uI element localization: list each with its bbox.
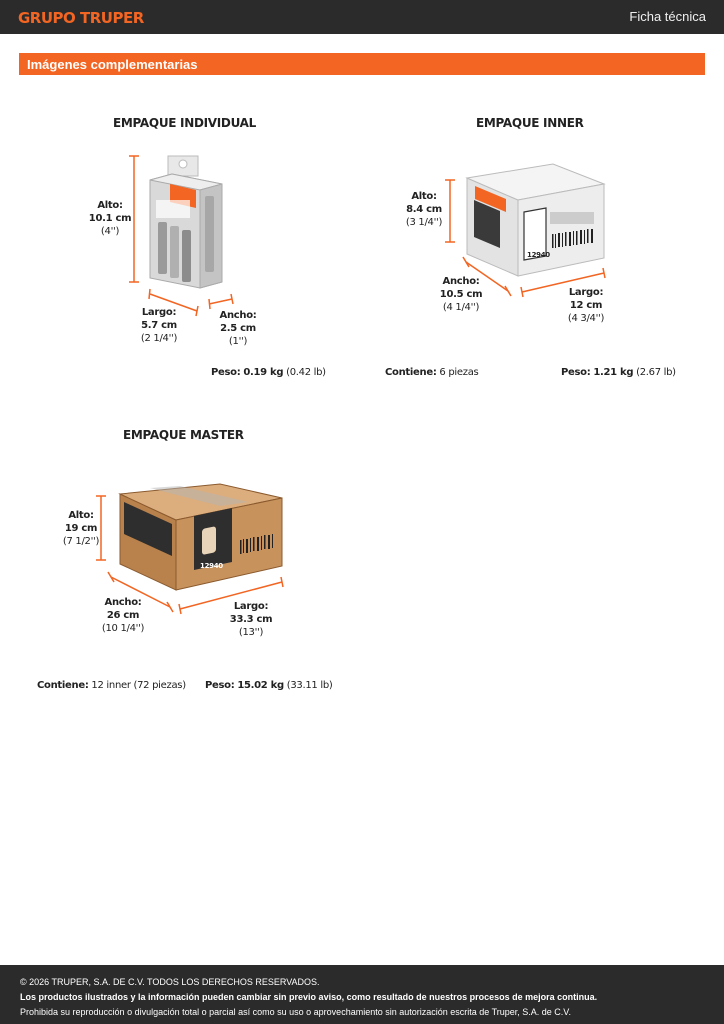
master-contents [37, 680, 186, 691]
inner-largo-value: 12 cm [569, 300, 603, 311]
master-ancho [94, 596, 152, 635]
individual-largo-imperial: (2 1/4'') [140, 333, 178, 344]
inner-ancho-value: 10.5 cm [439, 289, 483, 300]
individual-weight-imperial: (0.42 lb) [286, 367, 326, 378]
inner-alto-imperial: (3 1/4'') [405, 217, 443, 228]
individual-alto-imperial: (4'') [100, 226, 120, 237]
inner-contents-label: Contiene: [385, 367, 437, 378]
individual-alto-value: 10.1 cm [88, 213, 132, 224]
inner-box-code: 12940 [527, 251, 550, 259]
footer [0, 965, 724, 1024]
master-largo-value: 33.3 cm [229, 614, 273, 625]
footer-legal: Prohibida su reproducción o divulgación total o parcial así como su uso o aprovechamiento sin autorización escrita de Truper, S.A. de C.V. [20, 1007, 571, 1017]
inner-weight-imperial: (2.67 lb) [636, 367, 676, 378]
individual-alto [82, 199, 138, 238]
master-largo-imperial: (13'') [238, 627, 264, 638]
individual-ancho-imperial: (1'') [228, 336, 248, 347]
master-alto-label: Alto: [68, 510, 94, 521]
individual-largo-value: 5.7 cm [141, 320, 177, 331]
master-box-image [120, 484, 282, 590]
inner-weight-metric: 1.21 kg [593, 367, 634, 378]
master-ancho-label: Ancho: [104, 597, 142, 608]
inner-weight [561, 367, 676, 378]
individual-weight-metric: 0.19 kg [243, 367, 284, 378]
master-weight [205, 680, 333, 691]
master-title: EMPAQUE MASTER [123, 428, 244, 442]
inner-largo-imperial: (4 3/4'') [567, 313, 605, 324]
master-contents-label: Contiene: [37, 680, 89, 691]
inner-contents-value: 6 piezas [439, 367, 479, 378]
individual-alto-label: Alto: [97, 200, 123, 211]
master-alto-imperial: (7 1/2'') [62, 536, 100, 547]
master-box-code: 12940 [200, 562, 223, 570]
document-type: Ficha técnica [629, 9, 706, 24]
inner-title: EMPAQUE INNER [476, 116, 584, 130]
inner-alto [398, 190, 450, 229]
inner-alto-label: Alto: [411, 191, 437, 202]
individual-largo-label: Largo: [141, 307, 177, 318]
individual-pack-image [150, 156, 222, 288]
inner-box-image [467, 164, 604, 276]
brand-logo: GRUPO TRUPER [18, 9, 144, 27]
inner-ancho-imperial: (4 1/4'') [442, 302, 480, 313]
master-weight-label: Peso: [205, 680, 235, 691]
individual-weight [211, 367, 326, 378]
individual-ancho-label: Ancho: [219, 310, 257, 321]
individual-title: EMPAQUE INDIVIDUAL [113, 116, 256, 130]
inner-largo [558, 286, 614, 325]
inner-ancho [433, 275, 489, 314]
section-title: Imágenes complementarias [27, 57, 198, 72]
master-alto [58, 509, 104, 548]
individual-ancho [212, 309, 264, 348]
inner-ancho-label: Ancho: [442, 276, 480, 287]
inner-largo-label: Largo: [568, 287, 604, 298]
master-contents-value: 12 inner (72 piezas) [91, 680, 186, 691]
master-weight-imperial: (33.11 lb) [286, 680, 333, 691]
individual-largo [130, 306, 188, 345]
master-weight-metric: 15.02 kg [237, 680, 284, 691]
master-alto-value: 19 cm [64, 523, 98, 534]
inner-alto-value: 8.4 cm [406, 204, 442, 215]
master-largo-label: Largo: [233, 601, 269, 612]
master-ancho-value: 26 cm [106, 610, 140, 621]
inner-contents [385, 367, 478, 378]
individual-weight-label: Peso: [211, 367, 241, 378]
footer-notice: Los productos ilustrados y la información pueden cambiar sin previo aviso, como resultado de nuestros procesos de mejora continua. [20, 992, 598, 1002]
footer-copyright: © 2026 TRUPER, S.A. DE C.V. TODOS LOS DERECHOS RESERVADOS. [20, 977, 320, 987]
master-largo [222, 600, 280, 639]
individual-ancho-value: 2.5 cm [220, 323, 256, 334]
master-ancho-imperial: (10 1/4'') [101, 623, 145, 634]
inner-weight-label: Peso: [561, 367, 591, 378]
